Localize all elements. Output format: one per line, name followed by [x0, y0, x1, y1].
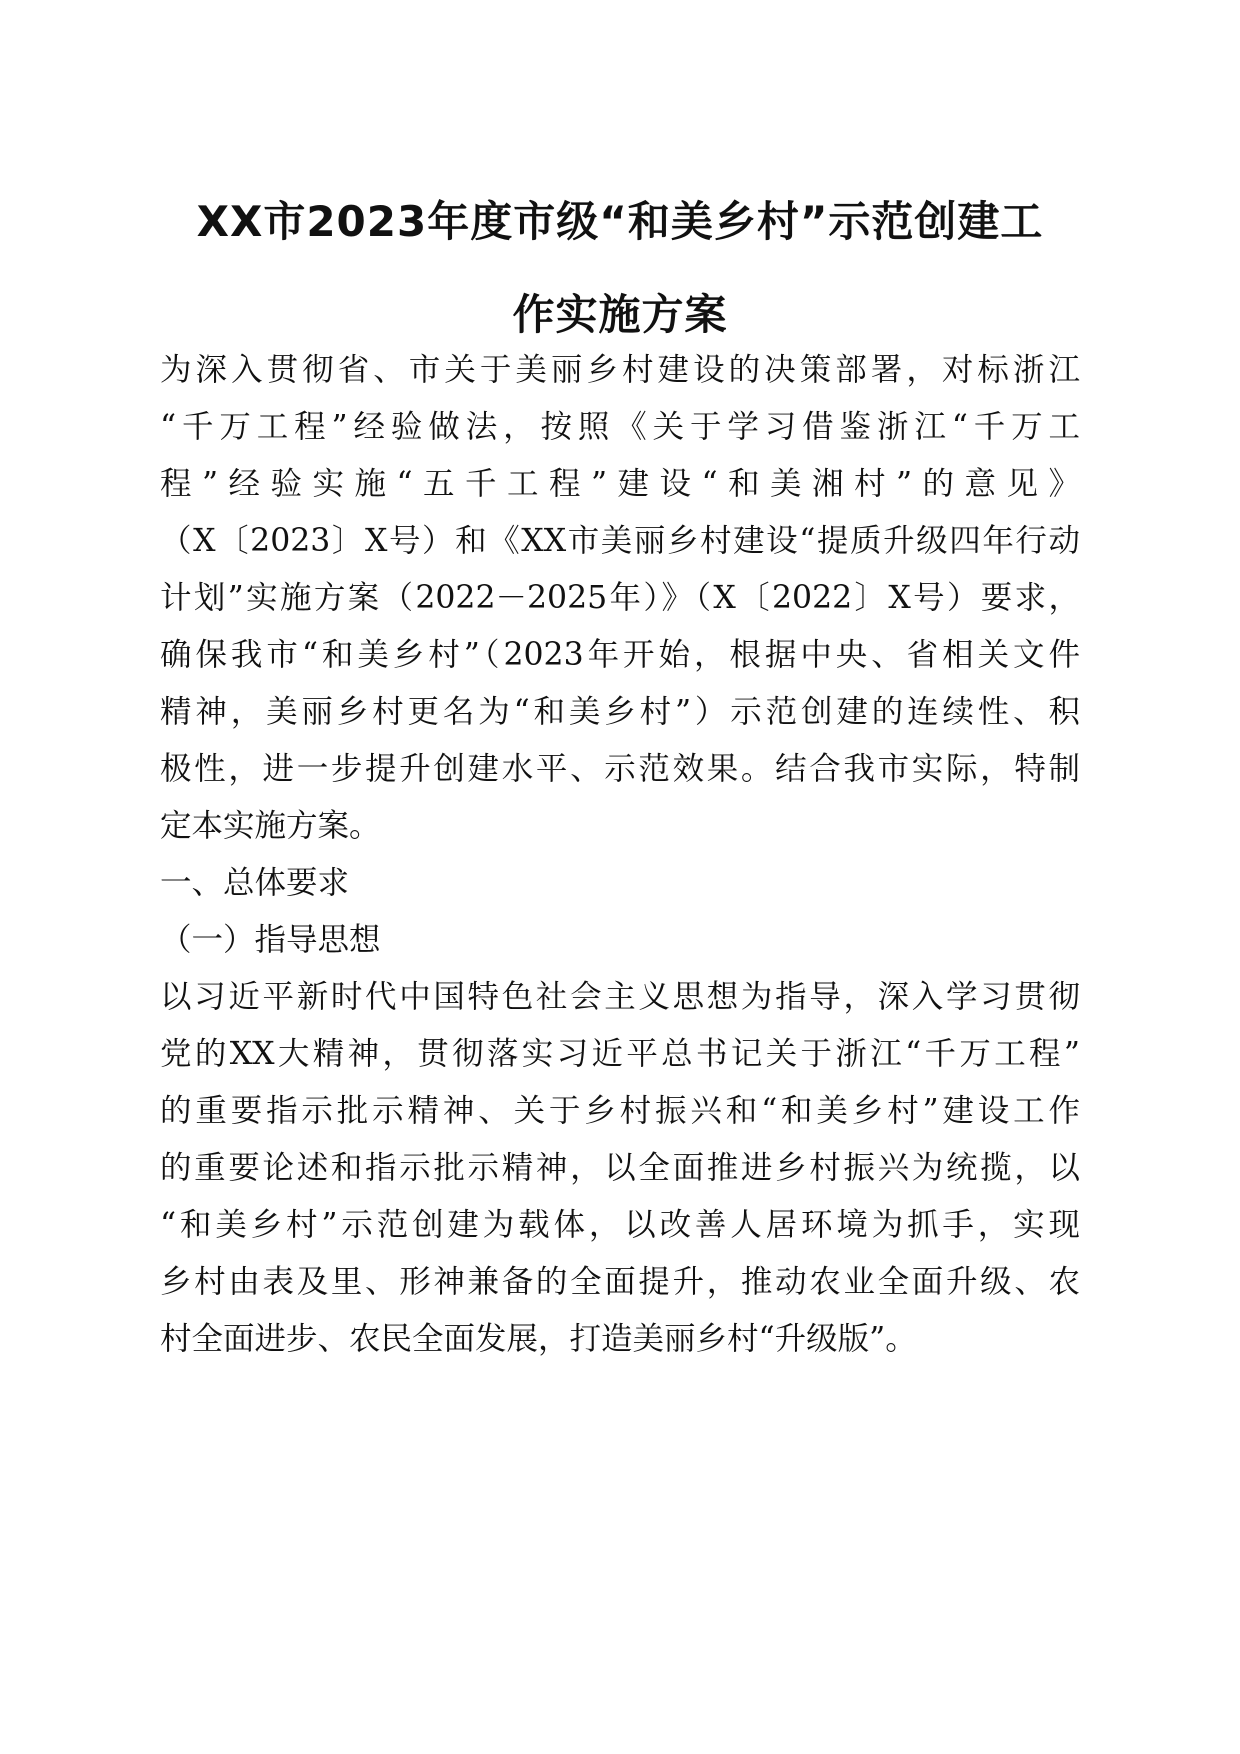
paragraph-1-line: 定本实施方案。 — [160, 808, 381, 844]
paragraph-2-line: 村全面进步、农民全面发展，打造美丽乡村“升级版”。 — [160, 1321, 917, 1357]
paragraph-1-line: 程”经验实施“五千工程”建设“和美湘村”的意见》 — [160, 466, 1080, 502]
paragraph-2-line: 以习近平新时代中国特色社会主义思想为指导，深入学习贯彻 — [160, 979, 1080, 1015]
paragraph-1-line: 确保我市“和美乡村”（2023年开始，根据中央、省相关文件 — [160, 637, 1080, 673]
paragraph-1-line: 极性，进一步提升创建水平、示范效果。结合我市实际，特制 — [160, 751, 1080, 787]
paragraph-1-line: （X〔2023〕X号）和《XX市美丽乡村建设“提质升级四年行动 — [160, 523, 1080, 559]
paragraph-1-line: 计划”实施方案（2022－2025年）》（X〔2022〕X号）要求， — [160, 580, 1080, 616]
document-title-line-2: 作实施方案 — [512, 290, 728, 339]
subsection-heading: （一）指导思想 — [160, 922, 381, 958]
paragraph-1-line: “千万工程”经验做法，按照《关于学习借鉴浙江“千万工 — [160, 409, 1080, 445]
paragraph-2-line: “和美乡村”示范创建为载体，以改善人居环境为抓手，实现 — [160, 1207, 1080, 1243]
document-title-line-1: XX市2023年度市级“和美乡村”示范创建工 — [196, 197, 1044, 246]
paragraph-2-line: 乡村由表及里、形神兼备的全面提升，推动农业全面升级、农 — [160, 1264, 1080, 1300]
paragraph-1-line: 为深入贯彻省、市关于美丽乡村建设的决策部署，对标浙江 — [160, 352, 1080, 388]
paragraph-2-line: 党的XX大精神，贯彻落实习近平总书记关于浙江“千万工程” — [160, 1036, 1080, 1072]
paragraph-2-line: 的重要指示批示精神、关于乡村振兴和“和美乡村”建设工作 — [160, 1093, 1080, 1129]
paragraph-1-line: 精神，美丽乡村更名为“和美乡村”）示范创建的连续性、积 — [160, 694, 1080, 730]
paragraph-2-line: 的重要论述和指示批示精神，以全面推进乡村振兴为统揽，以 — [160, 1150, 1080, 1186]
section-heading: 一、总体要求 — [160, 865, 350, 901]
